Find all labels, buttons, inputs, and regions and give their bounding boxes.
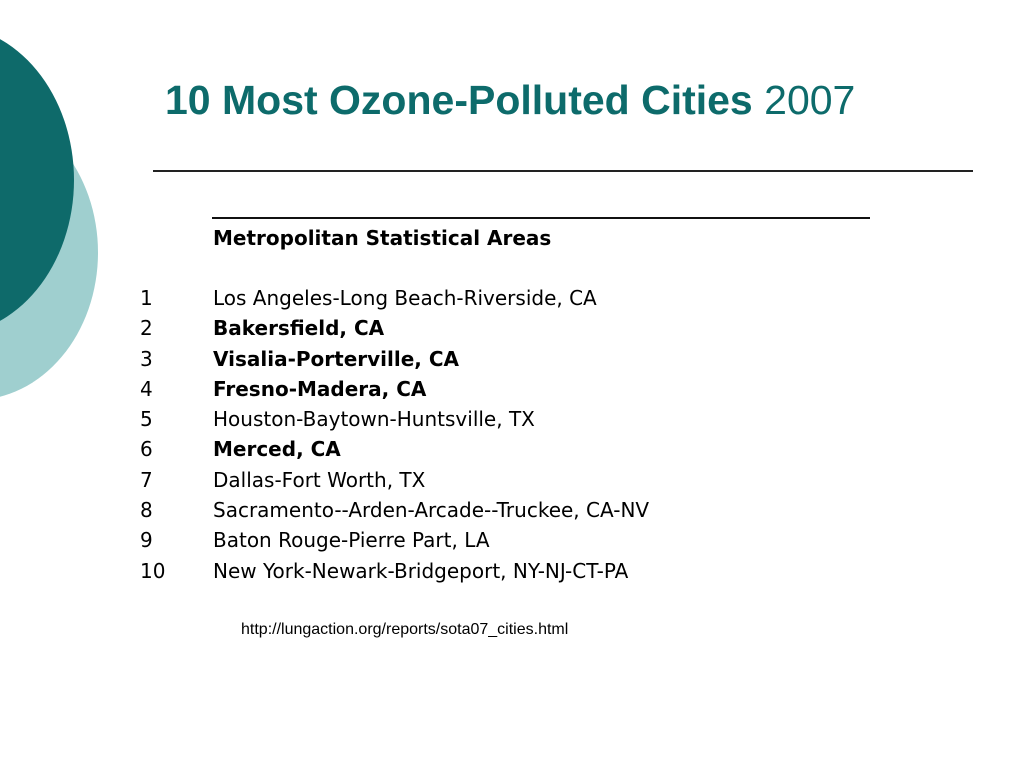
ranking-list xyxy=(0,285,900,588)
metro-area-name: Dallas-Fort Worth, TX xyxy=(213,467,426,492)
rank-number: 2 xyxy=(140,316,153,341)
rank-number: 6 xyxy=(140,437,153,462)
metro-area-name: Bakersfield, CA xyxy=(213,316,385,341)
list-item xyxy=(0,315,900,345)
list-item xyxy=(0,346,900,376)
list-item xyxy=(0,285,900,315)
slide-title-year: 2007 xyxy=(764,77,856,123)
metro-area-name: Los Angeles-Long Beach-Riverside, CA xyxy=(213,286,597,310)
rank-number: 4 xyxy=(140,376,153,401)
list-item xyxy=(0,376,900,406)
metro-area-name: Houston-Baytown-Huntsville, TX xyxy=(213,407,535,432)
rank-number: 9 xyxy=(140,528,153,553)
list-item xyxy=(0,558,900,588)
rank-number: 10 xyxy=(140,558,166,583)
metro-area-name: Merced, CA xyxy=(213,437,341,462)
list-item xyxy=(0,527,900,557)
rank-number: 1 xyxy=(140,286,153,310)
metro-area-name: Sacramento--Arden-Arcade--Truckee, CA-NV xyxy=(213,498,650,523)
metro-area-name: Fresno-Madera, CA xyxy=(213,376,427,401)
rank-number: 5 xyxy=(140,407,153,432)
list-item xyxy=(0,406,900,436)
metro-area-name: Visalia-Porterville, CA xyxy=(213,346,460,371)
slide-title-main: 10 Most Ozone-Polluted Cities xyxy=(165,77,753,123)
list-item xyxy=(0,497,900,527)
source-link[interactable]: http://lungaction.org/reports/sota07_cities.html xyxy=(241,621,569,638)
list-item xyxy=(0,467,900,497)
rank-number: 7 xyxy=(140,467,153,492)
metro-area-name: New York-Newark-Bridgeport, NY-NJ-CT-PA xyxy=(213,558,629,583)
table-top-rule xyxy=(212,217,870,219)
title-divider xyxy=(153,170,973,172)
rank-number: 8 xyxy=(140,498,153,523)
column-header: Metropolitan Statistical Areas xyxy=(213,226,552,250)
rank-number: 3 xyxy=(140,346,153,371)
slide-title xyxy=(165,76,855,124)
list-item xyxy=(0,436,900,466)
metro-area-name: Baton Rouge-Pierre Part, LA xyxy=(213,528,490,553)
